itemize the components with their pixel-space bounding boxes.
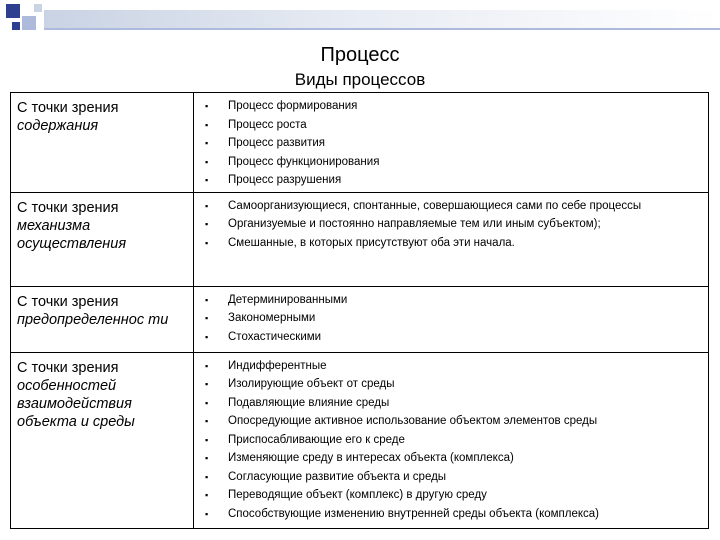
category-cell — [11, 93, 194, 193]
list-item — [200, 309, 704, 328]
list-item-text: Процесс формирования — [228, 100, 358, 112]
table-row — [11, 352, 709, 528]
table-row — [11, 286, 709, 352]
bullet-icon: ▪ — [205, 175, 209, 185]
items-cell — [194, 286, 709, 352]
bullet-icon: ▪ — [205, 508, 209, 519]
bullet-icon: ▪ — [205, 156, 209, 167]
list-item — [200, 215, 704, 234]
bullet-icon: ▪ — [205, 471, 209, 482]
bullet-icon: ▪ — [205, 416, 209, 426]
bullet-icon: ▪ — [205, 219, 209, 229]
decor-line — [44, 28, 720, 30]
list-item — [200, 357, 704, 376]
list-item-text: Изолирующие объект от среды — [228, 378, 395, 390]
list-item-text: Процесс роста — [228, 118, 307, 131]
list-item-text: Подавляющие влияние среды — [228, 396, 390, 409]
list-item — [200, 468, 704, 487]
bullet-icon: ▪ — [205, 138, 209, 148]
category-label-italic: содержания — [17, 118, 99, 134]
decor-square-dark — [6, 4, 20, 18]
list-item-text: Закономерными — [228, 312, 316, 324]
list-item-text: Организуемые и постоянно направляемые тем или иным субъектом); — [228, 218, 601, 230]
list-item — [200, 291, 704, 310]
list-item — [200, 431, 704, 450]
bullet-icon: ▪ — [205, 200, 209, 211]
decor-stripe — [44, 10, 720, 28]
category-label-italic: механизма осуществления — [17, 217, 127, 252]
page-title: Процесс — [320, 44, 400, 66]
decor-square-dark — [12, 22, 20, 30]
slide-header-decoration — [0, 0, 720, 40]
list-item-text: Опосредующие активное использование объектом элементов среды — [228, 415, 598, 427]
list-item-text: Стохастическими — [228, 330, 322, 343]
bullet-icon: ▪ — [205, 119, 209, 130]
list-item — [200, 486, 704, 505]
bullet-icon: ▪ — [205, 360, 209, 371]
list-item — [200, 197, 704, 216]
table-row — [11, 93, 709, 193]
bullet-icon: ▪ — [205, 101, 209, 111]
items-cell — [194, 192, 709, 286]
list-item-text: Изменяющие среду в интересах объекта (комплекса) — [228, 452, 514, 464]
list-item — [200, 449, 704, 468]
list-item — [200, 505, 704, 524]
category-label: С точки зрения — [17, 359, 119, 376]
list-item-text: Процесс разрушения — [228, 174, 342, 186]
process-types-table — [10, 92, 709, 529]
category-label-italic: предопределеннос ти — [17, 311, 169, 328]
bullet-icon: ▪ — [205, 331, 209, 342]
list-item-text: Смешанные, в которых присутствуют оба эти начала. — [228, 236, 515, 249]
decor-square-light — [34, 4, 42, 12]
bullet-icon: ▪ — [205, 379, 209, 389]
list-item-text: Приспосабливающие его к среде — [228, 433, 405, 446]
table-row — [11, 192, 709, 286]
list-item-text: Процесс развития — [228, 137, 325, 149]
list-item-text: Согласующие развитие объекта и среды — [228, 470, 447, 483]
list-item — [200, 97, 704, 116]
list-item-text: Индифферентные — [228, 359, 327, 372]
bullet-icon: ▪ — [205, 434, 209, 445]
list-item-text: Переводящие объект (комплекс) в другую среду — [228, 489, 487, 501]
category-label: С точки зрения — [17, 293, 119, 310]
category-cell — [11, 286, 194, 352]
bullet-icon: ▪ — [205, 294, 209, 305]
bullet-icon: ▪ — [205, 453, 209, 463]
list-item-text: Детерминированными — [228, 293, 348, 306]
bullet-icon: ▪ — [205, 397, 209, 408]
items-cell — [194, 352, 709, 528]
list-item — [200, 116, 704, 135]
list-item — [200, 328, 704, 347]
bullet-icon: ▪ — [205, 313, 209, 323]
list-item — [200, 394, 704, 413]
list-item — [200, 412, 704, 431]
decor-square-light — [22, 16, 36, 30]
page-subtitle: Виды процессов — [294, 70, 426, 89]
bullet-icon: ▪ — [205, 490, 209, 500]
category-label: С точки зрения — [17, 199, 119, 216]
category-label: С точки зрения — [17, 100, 119, 116]
list-item-text: Способствующие изменению внутренней среды объекта (комплекса) — [228, 507, 600, 520]
items-cell — [194, 93, 709, 193]
category-cell — [11, 352, 194, 528]
bullet-icon: ▪ — [205, 237, 209, 248]
list-item — [200, 171, 704, 190]
list-item — [200, 234, 704, 253]
category-label-italic: особенностей взаимодействия объекта и среды — [17, 377, 135, 430]
list-item — [200, 375, 704, 394]
list-item — [200, 153, 704, 172]
list-item-text: Самоорганизующиеся, спонтанные, совершающиеся сами по себе процессы — [228, 199, 642, 212]
category-cell — [11, 192, 194, 286]
list-item — [200, 134, 704, 153]
list-item-text: Процесс функционирования — [228, 155, 380, 168]
